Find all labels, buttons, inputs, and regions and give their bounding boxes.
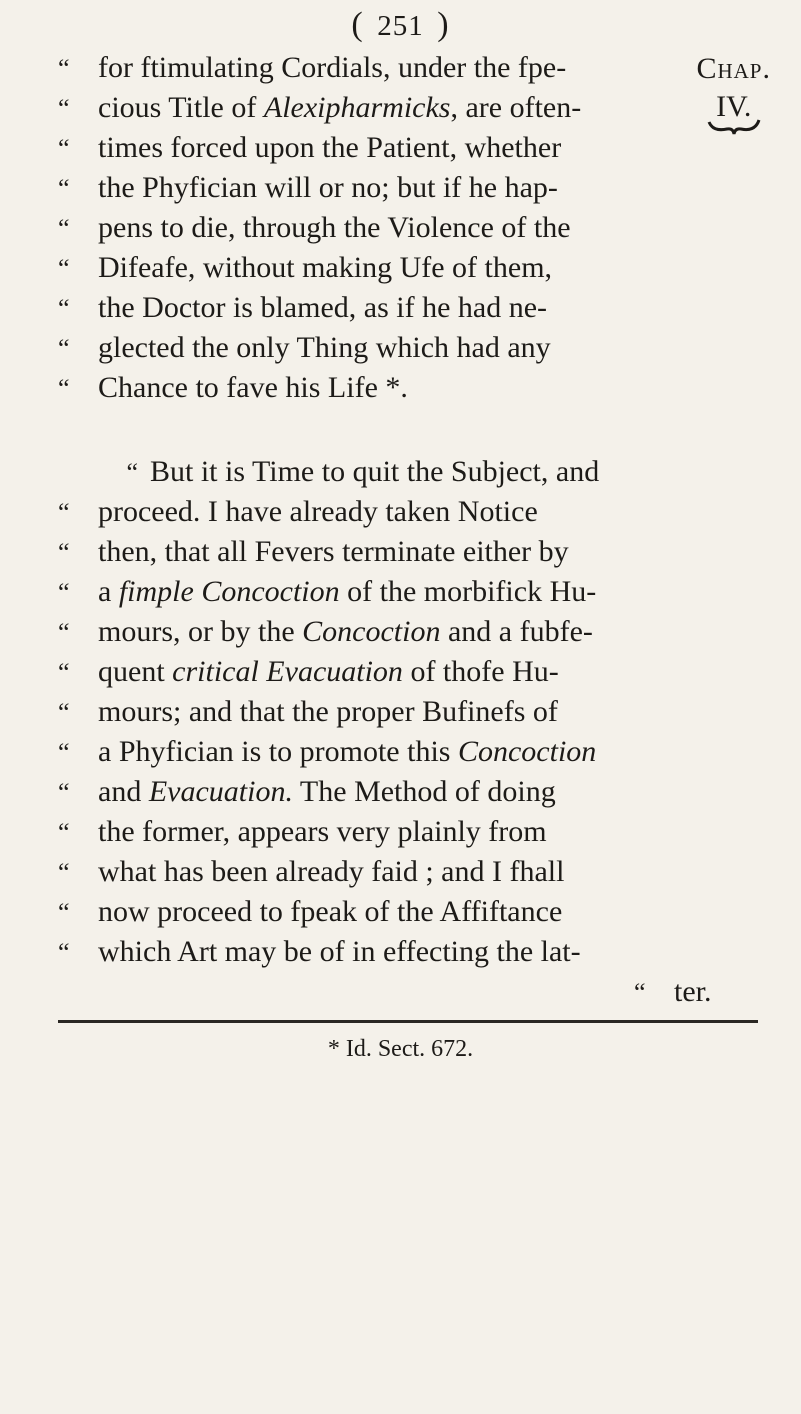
- catchword-line: “ ter.: [634, 972, 712, 1013]
- quote-mark: “: [58, 738, 70, 767]
- text-line-8: “ glected the only Thing which had any: [58, 328, 551, 369]
- footnote: * Id. Sect. 672.: [327, 1036, 474, 1062]
- text-line-21: “ now proceed to fpeak of the Affiftance: [58, 892, 562, 933]
- text-line-3: “ times forced upon the Patient, whether: [58, 128, 561, 169]
- quote-mark: “: [58, 214, 70, 243]
- text-line-13: “ a fimple Concoction of the morbifick Hu-: [58, 572, 596, 613]
- text-line-12: “ then, that all Fevers terminate either by: [58, 532, 569, 573]
- text-line-5: “ pens to die, through the Violence of the: [58, 208, 571, 249]
- quote-mark: “: [58, 374, 70, 403]
- text-line-2: “ cious Title of Alexipharmicks, are often-: [58, 88, 581, 129]
- page-number-value: 251: [377, 10, 424, 42]
- text-line-15: “ quent critical Evacuation of thofe Hu-: [58, 652, 559, 693]
- text-line-17: “ a Phyfician is to promote this Concoction: [58, 732, 596, 773]
- text-line-16: “ mours; and that the proper Bufinefs of: [58, 692, 558, 733]
- text-line-7: “ the Doctor is blamed, as if he had ne-: [58, 288, 547, 329]
- page-number: [0, 6, 801, 44]
- quote-mark: “: [58, 334, 70, 363]
- quote-mark: “: [58, 858, 70, 887]
- quote-mark: “: [58, 938, 70, 967]
- text-line-6: “ Difeafe, without making Ufe of them,: [58, 248, 552, 289]
- text-line-19: “ the former, appears very plainly from: [58, 812, 547, 853]
- open-paren: (: [351, 6, 364, 43]
- quote-mark: “: [126, 458, 138, 487]
- quote-mark: “: [58, 818, 70, 847]
- quote-mark: “: [58, 174, 70, 203]
- text-line-9: “ Chance to fave his Life *.: [58, 368, 408, 409]
- chapter-label: Chap.: [696, 52, 771, 85]
- quote-mark: “: [58, 658, 70, 687]
- quote-mark: “: [58, 898, 70, 927]
- close-paren: ): [437, 6, 450, 43]
- text-line-1: “ for ftimulating Cordials, under the fpe-: [58, 48, 566, 89]
- quote-mark: “: [58, 94, 70, 123]
- quote-mark: “: [58, 134, 70, 163]
- chapter-number: IV.: [716, 90, 752, 123]
- text-line-10: “ But it is Time to quit the Subject, and: [58, 452, 599, 493]
- footnote-rule: [58, 1020, 758, 1023]
- quote-mark: “: [58, 698, 70, 727]
- chapter-margin-note: [696, 50, 771, 136]
- quote-mark: “: [58, 294, 70, 323]
- quote-mark: “: [58, 538, 70, 567]
- quote-mark: “: [58, 778, 70, 807]
- text-line-14: “ mours, or by the Concoction and a fubfe-: [58, 612, 593, 653]
- quote-mark: “: [58, 578, 70, 607]
- text-line-18: “ and Evacuation. The Method of doing: [58, 772, 556, 813]
- quote-mark: “: [58, 618, 70, 647]
- text-line-11: “ proceed. I have already taken Notice: [58, 492, 538, 533]
- text-line-20: “ what has been already faid ; and I fhall: [58, 852, 564, 893]
- text-line-22: “ which Art may be of in effecting the lat-: [58, 932, 581, 973]
- text-line-4: “ the Phyfician will or no; but if he hap-: [58, 168, 558, 209]
- quote-mark: “: [634, 978, 646, 1007]
- quote-mark: “: [58, 498, 70, 527]
- quote-mark: “: [58, 54, 70, 83]
- quote-mark: “: [58, 254, 70, 283]
